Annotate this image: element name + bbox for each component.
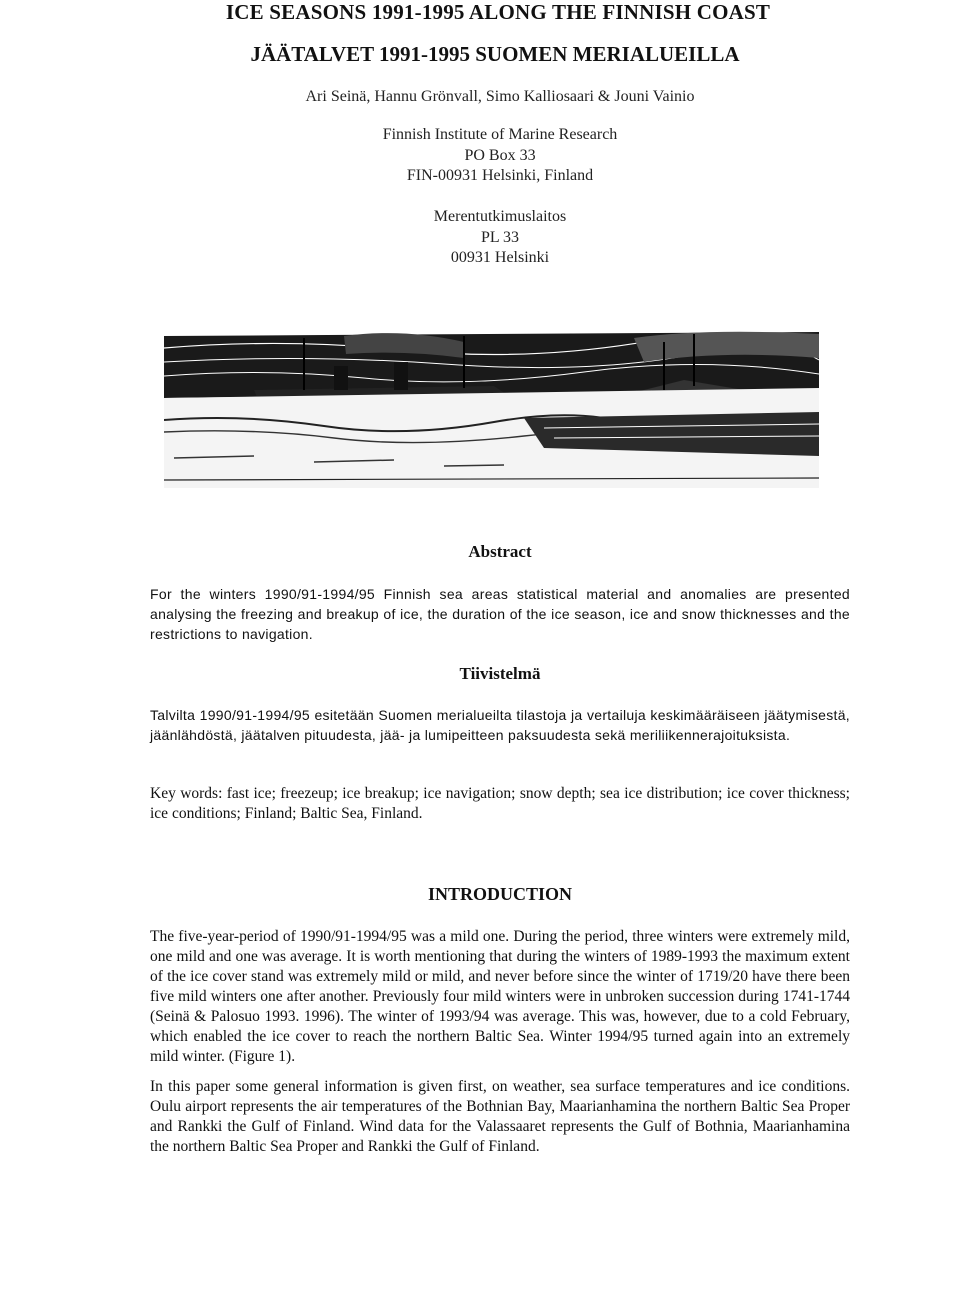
- tiivistelma-text: Talvilta 1990/91-1994/95 esitetään Suomen merialueilta tilastoja ja vertailuja keskimääräiseen jäätymisestä, jäänlähdöstä, jäätalven pituudesta, jää- ja lumipeitteen paksuudesta sekä meriliikennerajoituksista.: [150, 707, 850, 743]
- affiliation-fi-line3: 00931 Helsinki: [450, 249, 550, 266]
- abstract-text: For the winters 1990/91-1994/95 Finnish sea areas statistical material and anomalies are presented analysing the freezing and breakup of ice, the duration of the ice season, ice and snow thicknesses and the restrictions to navigation.: [150, 586, 850, 642]
- authors: Ari Seinä, Hannu Grönvall, Simo Kalliosaari & Jouni Vainio: [305, 88, 695, 105]
- tiivistelma-heading: Tiivistelmä: [459, 664, 541, 683]
- abstract-heading: Abstract: [468, 542, 532, 561]
- affiliation-fi-line1: Merentutkimuslaitos: [433, 208, 567, 225]
- keywords: Key words: fast ice; freezeup; ice breakup; ice navigation; snow depth; sea ice distribution; ice cover thickness; ice conditions; Finland; Baltic Sea, Finland.: [150, 785, 850, 822]
- affiliation-en-line3: FIN-00931 Helsinki, Finland: [406, 167, 594, 184]
- title-finnish: JÄÄTALVET 1991-1995 SUOMEN MERIALUEILLA: [250, 42, 740, 66]
- title-english: ICE SEASONS 1991-1995 ALONG THE FINNISH COAST: [225, 0, 771, 24]
- introduction-heading: INTRODUCTION: [427, 884, 573, 904]
- introduction-paragraph-1: The five-year-period of 1990/91-1994/95 was a mild one. During the period, three winters were extremely mild, one mild and one was average. It is worth mentioning that during the winters of 1989-1993 the maximum extent of the ice cover stand was extremely mild or mild, and never before since the winter of 1719/20 have there been five mild winters one after another. Previously four mild winters were in unbroken succession during 1741-1744 (Seinä & Palosuo 1993. 1996). The winter of 1993/94 was average. This was, however, due to a cold February, which enabled the ice cover to reach the northern Baltic Sea. Winter 1994/95 turned again into an extremely mild winter. (Figure 1).: [150, 928, 850, 1065]
- affiliation-en-line2: PO Box 33: [464, 147, 536, 164]
- icebreaker-illustration: [164, 328, 819, 488]
- affiliation-en-line1: Finnish Institute of Marine Research: [382, 126, 618, 143]
- introduction-paragraph-2: In this paper some general information is given first, on weather, sea surface temperatures and ice conditions. Oulu airport represents the air temperatures of the Bothnian Bay, Maarianhamina the northern Baltic Sea Proper and Rankki the Gulf of Finland. Wind data for the Valassaaret represents the Gulf of Bothnia, Maarianhamina the northern Baltic Sea Proper and Rankki the Gulf of Finland.: [150, 1078, 850, 1155]
- affiliation-fi-line2: PL 33: [480, 229, 520, 246]
